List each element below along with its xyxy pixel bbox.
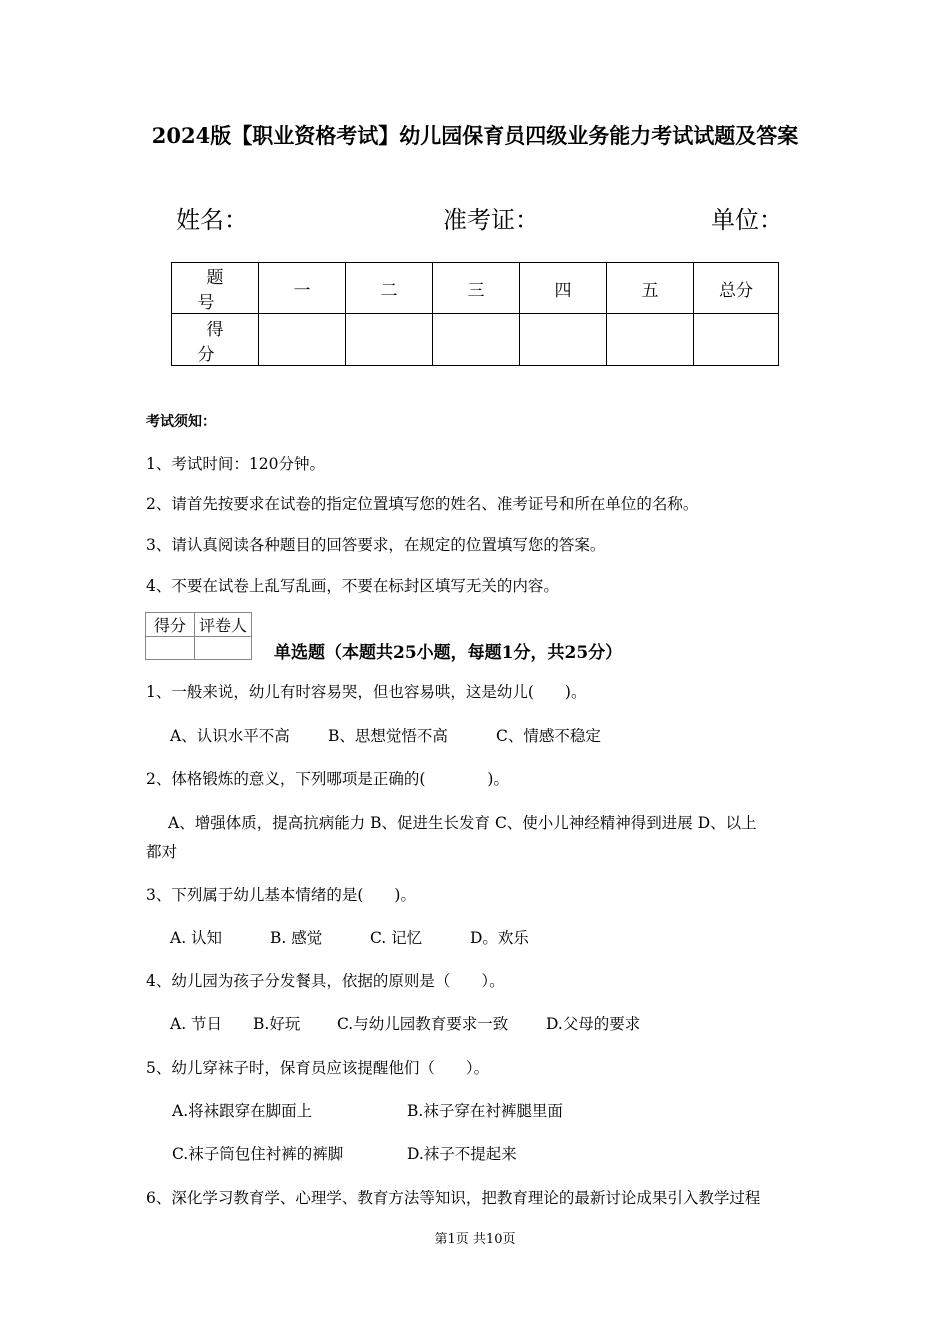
notice-heading: 考试须知： (146, 414, 216, 430)
question-text: 3、下列属于幼儿基本情绪的是( )。 (146, 886, 416, 904)
document-title: 2024版【职业资格考试】幼儿园保育员四级业务能力考试试题及答案 (151, 123, 799, 148)
score-cell[interactable] (433, 314, 520, 366)
answer-option: A、增强体质，提高抗病能力 B、促进生长发育 C、使小儿神经精神得到进展 D、以上 (168, 814, 757, 832)
grader-table-score-label: 得分 (146, 613, 195, 637)
unit-field-label: 单位： (711, 206, 783, 234)
answer-option-continued: 都对 (146, 843, 178, 861)
score-table-header-cell: 五 (607, 263, 694, 314)
notice-item: 4、不要在试卷上乱写乱画，不要在标封区填写无关的内容。 (146, 577, 559, 595)
answer-option: A. 节日 (170, 1015, 223, 1033)
grader-score-cell[interactable] (146, 637, 195, 660)
question-text: 2、体格锻炼的意义，下列哪项是正确的( )。 (146, 770, 509, 788)
answer-option: A.将袜跟穿在脚面上 (172, 1102, 313, 1120)
answer-option: D。欢乐 (470, 929, 529, 947)
score-table-row-label: 得分 (172, 314, 259, 366)
score-cell[interactable] (346, 314, 433, 366)
score-cell[interactable] (259, 314, 346, 366)
answer-option: B.袜子穿在衬裤腿里面 (407, 1102, 563, 1120)
section-title: 单选题（本题共25小题，每题1分，共25分） (274, 643, 623, 663)
score-table-header-cell: 三 (433, 263, 520, 314)
score-table-header-cell: 一 (259, 263, 346, 314)
notice-item: 3、请认真阅读各种题目的回答要求，在规定的位置填写您的答案。 (146, 536, 606, 554)
notice-item: 1、考试时间：120分钟。 (146, 455, 325, 473)
answer-option: C.与幼儿园教育要求一致 (337, 1015, 509, 1033)
page-footer: 第1页 共10页 (434, 1232, 516, 1247)
question-text: 6、深化学习教育学、心理学、教育方法等知识，把教育理论的最新讨论成果引入教学过程 (146, 1189, 761, 1207)
answer-option: B. 感觉 (270, 929, 323, 947)
answer-option: C. 记忆 (370, 929, 423, 947)
score-table (171, 262, 779, 366)
answer-option: A. 认知 (170, 929, 223, 947)
name-field-label: 姓名： (176, 206, 248, 234)
question-text: 5、幼儿穿袜子时，保育员应该提醒他们（ ）。 (146, 1059, 490, 1077)
score-table-header-cell: 四 (520, 263, 607, 314)
score-table-header-cell: 总分 (694, 263, 779, 314)
score-table-score-row (172, 314, 779, 366)
answer-option: C、情感不稳定 (496, 727, 601, 745)
answer-option: C.袜子筒包住衬裤的裤脚 (172, 1145, 344, 1163)
exam-id-field-label: 准考证： (443, 206, 539, 234)
answer-option: D.袜子不提起来 (407, 1145, 517, 1163)
score-table-header-cell: 题号 (172, 263, 259, 314)
score-cell[interactable] (694, 314, 779, 366)
score-cell[interactable] (520, 314, 607, 366)
score-table-header-cell: 二 (346, 263, 433, 314)
answer-option: D.父母的要求 (546, 1015, 641, 1033)
grader-table (145, 612, 252, 660)
score-cell[interactable] (607, 314, 694, 366)
answer-option: A、认识水平不高 (170, 727, 290, 745)
answer-option: B.好玩 (253, 1015, 301, 1033)
grader-table-grader-label: 评卷人 (195, 613, 252, 637)
answer-option: B、思想觉悟不高 (328, 727, 448, 745)
question-text: 1、一般来说，幼儿有时容易哭，但也容易哄，这是幼儿( )。 (146, 683, 587, 701)
grader-name-cell[interactable] (195, 637, 252, 660)
score-table-header-row (172, 263, 779, 314)
notice-item: 2、请首先按要求在试卷的指定位置填写您的姓名、准考证号和所在单位的名称。 (146, 495, 699, 513)
question-text: 4、幼儿园为孩子分发餐具，依据的原则是（ ）。 (146, 972, 505, 990)
